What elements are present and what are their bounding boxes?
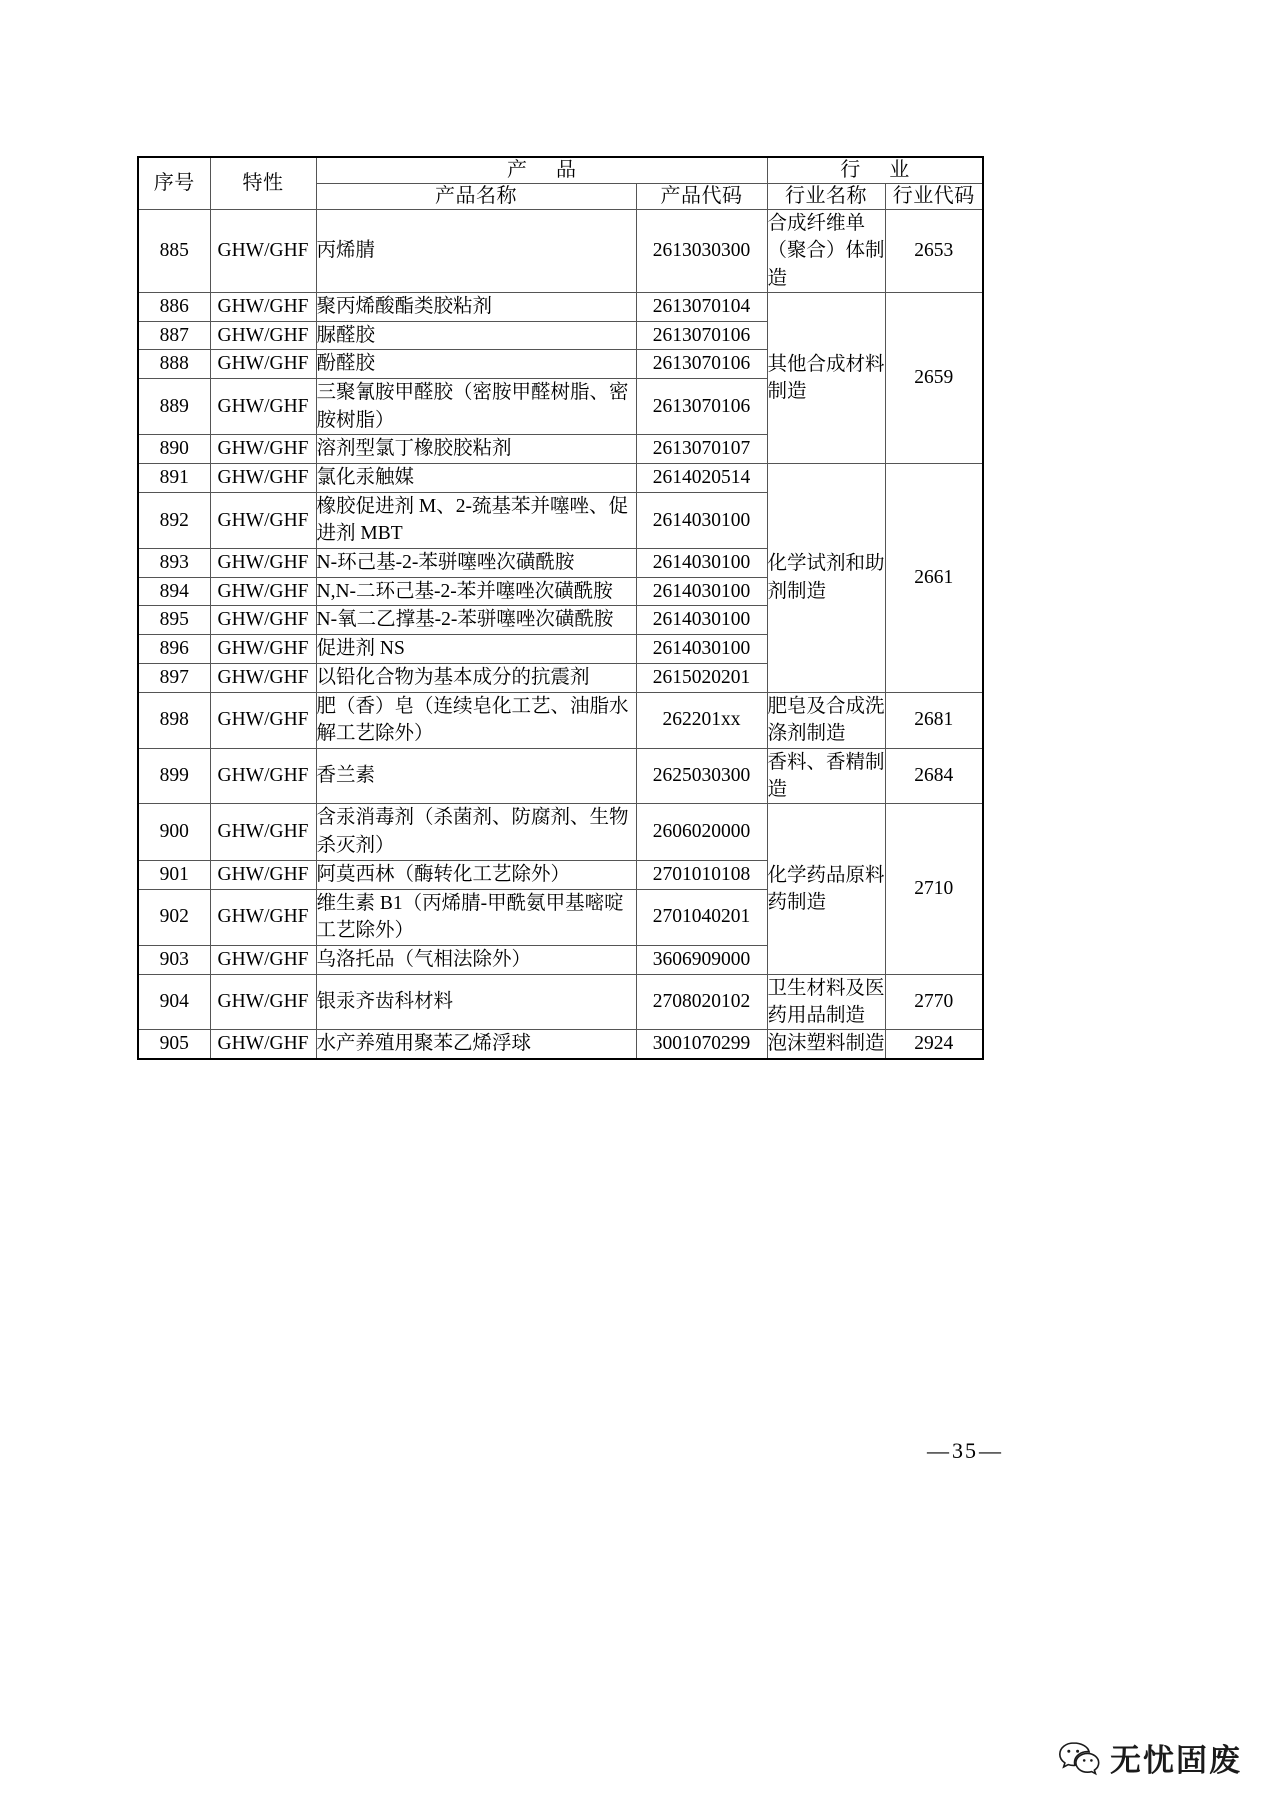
cell-property: GHW/GHF bbox=[210, 663, 316, 692]
cell-seq: 897 bbox=[138, 663, 210, 692]
cell-property: GHW/GHF bbox=[210, 378, 316, 434]
cell-product-code: 2701010108 bbox=[636, 860, 767, 889]
cell-seq: 893 bbox=[138, 549, 210, 578]
cell-product-name: 维生素 B1（丙烯腈-甲酰氨甲基嘧啶工艺除外） bbox=[316, 889, 636, 945]
cell-property: GHW/GHF bbox=[210, 606, 316, 635]
cell-property: GHW/GHF bbox=[210, 692, 316, 748]
cell-seq: 903 bbox=[138, 945, 210, 974]
cell-seq: 899 bbox=[138, 748, 210, 804]
table-row bbox=[138, 748, 983, 804]
header-cell-industry-name: 行业名称 bbox=[767, 184, 885, 210]
cell-industry-name: 化学试剂和助剂制造 bbox=[767, 464, 885, 693]
cell-product-code: 2701040201 bbox=[636, 889, 767, 945]
cell-industry-code: 2710 bbox=[885, 804, 983, 974]
cell-industry-code: 2684 bbox=[885, 748, 983, 804]
table-header bbox=[138, 157, 983, 210]
cell-product-code: 262201xx bbox=[636, 692, 767, 748]
wechat-logo-icon bbox=[1058, 1740, 1100, 1776]
cell-product-code: 2614030100 bbox=[636, 492, 767, 548]
cell-property: GHW/GHF bbox=[210, 435, 316, 464]
cell-product-name: 三聚氰胺甲醛胶（密胺甲醛树脂、密胺树脂） bbox=[316, 378, 636, 434]
table-row bbox=[138, 1030, 983, 1059]
watermark-text: 无忧固废 bbox=[1110, 1743, 1242, 1779]
page-number-footer bbox=[0, 1438, 1280, 1464]
cell-product-name: 丙烯腈 bbox=[316, 210, 636, 293]
table-row bbox=[138, 292, 983, 321]
cell-product-code: 2613070106 bbox=[636, 350, 767, 379]
table-row bbox=[138, 210, 983, 293]
cell-product-name: N-氧二乙撑基-2-苯骈噻唑次磺酰胺 bbox=[316, 606, 636, 635]
cell-property: GHW/GHF bbox=[210, 350, 316, 379]
cell-seq: 900 bbox=[138, 804, 210, 860]
cell-product-code: 2614030100 bbox=[636, 606, 767, 635]
table-row bbox=[138, 692, 983, 748]
cell-seq: 904 bbox=[138, 974, 210, 1030]
cell-seq: 891 bbox=[138, 464, 210, 493]
cell-seq: 888 bbox=[138, 350, 210, 379]
cell-property: GHW/GHF bbox=[210, 577, 316, 606]
cell-property: GHW/GHF bbox=[210, 321, 316, 350]
cell-property: GHW/GHF bbox=[210, 292, 316, 321]
cell-product-name: 肥（香）皂（连续皂化工艺、油脂水解工艺除外） bbox=[316, 692, 636, 748]
cell-product-name: N-环己基-2-苯骈噻唑次磺酰胺 bbox=[316, 549, 636, 578]
page-number: 35 bbox=[952, 1438, 978, 1463]
cell-industry-code: 2653 bbox=[885, 210, 983, 293]
cell-industry-code: 2659 bbox=[885, 292, 983, 463]
cell-industry-name: 香料、香精制造 bbox=[767, 748, 885, 804]
cell-product-code: 2708020102 bbox=[636, 974, 767, 1030]
page-marker-left: — bbox=[927, 1438, 951, 1463]
table-header-row-1 bbox=[138, 157, 983, 184]
cell-product-name: N,N-二环己基-2-苯并噻唑次磺酰胺 bbox=[316, 577, 636, 606]
cell-product-code: 2613070107 bbox=[636, 435, 767, 464]
cell-product-name: 氯化汞触媒 bbox=[316, 464, 636, 493]
product-industry-table-container bbox=[137, 156, 982, 1060]
cell-seq: 886 bbox=[138, 292, 210, 321]
cell-product-code: 2614030100 bbox=[636, 635, 767, 664]
cell-product-code: 2614020514 bbox=[636, 464, 767, 493]
cell-industry-name: 卫生材料及医药用品制造 bbox=[767, 974, 885, 1030]
header-cell-industry-code: 行业代码 bbox=[885, 184, 983, 210]
cell-product-name: 橡胶促进剂 M、2-巯基苯并噻唑、促进剂 MBT bbox=[316, 492, 636, 548]
cell-property: GHW/GHF bbox=[210, 860, 316, 889]
cell-product-code: 2613070106 bbox=[636, 321, 767, 350]
page-marker-right: — bbox=[979, 1438, 1003, 1463]
cell-product-name: 含汞消毒剂（杀菌剂、防腐剂、生物杀灭剂） bbox=[316, 804, 636, 860]
cell-product-code: 3001070299 bbox=[636, 1030, 767, 1059]
cell-product-code: 2613070104 bbox=[636, 292, 767, 321]
cell-product-name: 促进剂 NS bbox=[316, 635, 636, 664]
cell-industry-code: 2661 bbox=[885, 464, 983, 693]
product-industry-table bbox=[137, 156, 984, 1060]
cell-product-code: 2625030300 bbox=[636, 748, 767, 804]
cell-product-code: 3606909000 bbox=[636, 945, 767, 974]
cell-property: GHW/GHF bbox=[210, 549, 316, 578]
cell-product-name: 银汞齐齿科材料 bbox=[316, 974, 636, 1030]
table-body bbox=[138, 210, 983, 1059]
cell-seq: 892 bbox=[138, 492, 210, 548]
header-group-product: 产 品 bbox=[316, 157, 767, 184]
cell-product-name: 聚丙烯酸酯类胶粘剂 bbox=[316, 292, 636, 321]
cell-property: GHW/GHF bbox=[210, 748, 316, 804]
table-row bbox=[138, 464, 983, 493]
cell-property: GHW/GHF bbox=[210, 974, 316, 1030]
cell-product-name: 香兰素 bbox=[316, 748, 636, 804]
cell-property: GHW/GHF bbox=[210, 945, 316, 974]
cell-product-code: 2614030100 bbox=[636, 577, 767, 606]
cell-seq: 890 bbox=[138, 435, 210, 464]
header-cell-seq: 序号 bbox=[138, 157, 210, 210]
cell-seq: 885 bbox=[138, 210, 210, 293]
cell-product-name: 溶剂型氯丁橡胶胶粘剂 bbox=[316, 435, 636, 464]
cell-industry-code: 2681 bbox=[885, 692, 983, 748]
cell-industry-code: 2924 bbox=[885, 1030, 983, 1059]
cell-industry-name: 其他合成材料制造 bbox=[767, 292, 885, 463]
cell-product-code: 2606020000 bbox=[636, 804, 767, 860]
cell-property: GHW/GHF bbox=[210, 492, 316, 548]
cell-product-code: 2613070106 bbox=[636, 378, 767, 434]
header-cell-property: 特性 bbox=[210, 157, 316, 210]
cell-product-name: 乌洛托品（气相法除外） bbox=[316, 945, 636, 974]
cell-property: GHW/GHF bbox=[210, 1030, 316, 1059]
cell-industry-name: 合成纤维单（聚合）体制造 bbox=[767, 210, 885, 293]
cell-seq: 901 bbox=[138, 860, 210, 889]
cell-product-name: 以铅化合物为基本成分的抗震剂 bbox=[316, 663, 636, 692]
cell-industry-name: 泡沫塑料制造 bbox=[767, 1030, 885, 1059]
watermark bbox=[1058, 1735, 1242, 1780]
cell-industry-name: 肥皂及合成洗涤剂制造 bbox=[767, 692, 885, 748]
cell-seq: 898 bbox=[138, 692, 210, 748]
cell-seq: 902 bbox=[138, 889, 210, 945]
header-cell-product-code: 产品代码 bbox=[636, 184, 767, 210]
cell-property: GHW/GHF bbox=[210, 889, 316, 945]
cell-property: GHW/GHF bbox=[210, 464, 316, 493]
cell-product-code: 2614030100 bbox=[636, 549, 767, 578]
cell-product-name: 脲醛胶 bbox=[316, 321, 636, 350]
cell-product-name: 水产养殖用聚苯乙烯浮球 bbox=[316, 1030, 636, 1059]
cell-seq: 889 bbox=[138, 378, 210, 434]
header-group-industry: 行 业 bbox=[767, 157, 983, 184]
cell-industry-name: 化学药品原料药制造 bbox=[767, 804, 885, 974]
cell-seq: 905 bbox=[138, 1030, 210, 1059]
table-row bbox=[138, 804, 983, 860]
cell-product-code: 2613030300 bbox=[636, 210, 767, 293]
cell-property: GHW/GHF bbox=[210, 635, 316, 664]
cell-seq: 896 bbox=[138, 635, 210, 664]
cell-seq: 887 bbox=[138, 321, 210, 350]
cell-industry-code: 2770 bbox=[885, 974, 983, 1030]
cell-property: GHW/GHF bbox=[210, 210, 316, 293]
cell-product-name: 阿莫西林（酶转化工艺除外） bbox=[316, 860, 636, 889]
cell-product-name: 酚醛胶 bbox=[316, 350, 636, 379]
cell-seq: 894 bbox=[138, 577, 210, 606]
cell-product-code: 2615020201 bbox=[636, 663, 767, 692]
table-row bbox=[138, 974, 983, 1030]
cell-property: GHW/GHF bbox=[210, 804, 316, 860]
header-cell-product-name: 产品名称 bbox=[316, 184, 636, 210]
cell-seq: 895 bbox=[138, 606, 210, 635]
